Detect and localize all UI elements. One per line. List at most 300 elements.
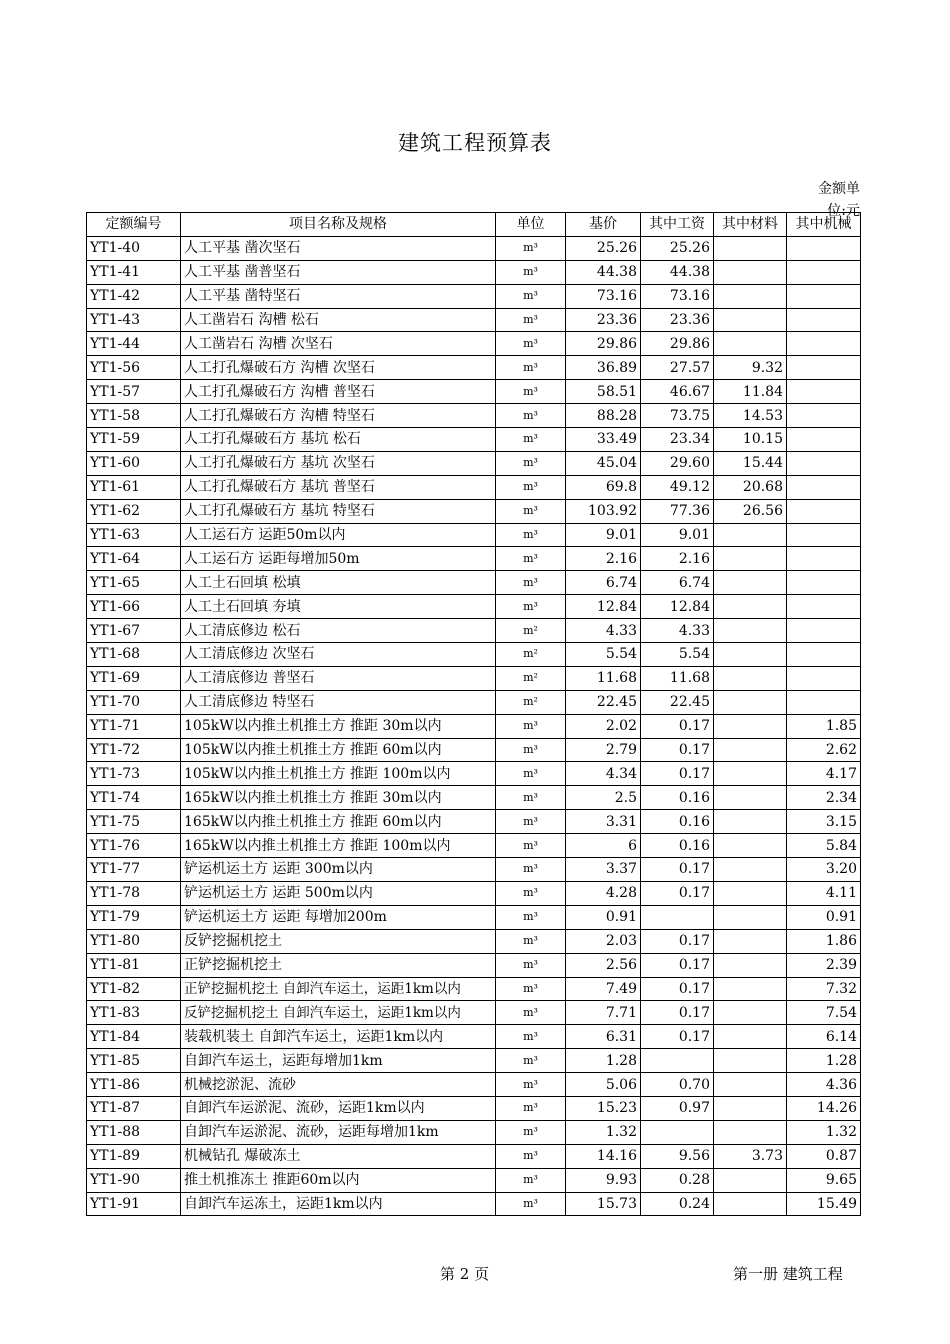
row-unit-cell: m³ (496, 1120, 566, 1144)
row-machine-cell (787, 356, 861, 380)
row-unit-cell: m³ (496, 929, 566, 953)
row-material-cell: 20.68 (714, 475, 787, 499)
column-header-wage: 其中工资 (641, 213, 714, 237)
row-name-cell: 人工打孔爆破石方 基坑 普坚石 (181, 475, 496, 499)
table-row (87, 260, 861, 284)
row-material-cell (714, 284, 787, 308)
row-base-price-cell: 11.68 (566, 666, 641, 690)
row-wage-cell: 0.16 (641, 810, 714, 834)
column-header-unit: 单位 (496, 213, 566, 237)
row-unit-cell: m³ (496, 1192, 566, 1216)
row-material-cell (714, 643, 787, 667)
row-name-cell: 人工凿岩石 沟槽 松石 (181, 308, 496, 332)
row-machine-cell: 1.85 (787, 714, 861, 738)
row-base-price-cell: 45.04 (566, 451, 641, 475)
row-name-cell: 反铲挖掘机挖土 自卸汽车运土，运距1km以内 (181, 1001, 496, 1025)
row-machine-cell: 6.14 (787, 1025, 861, 1049)
row-wage-cell: 0.16 (641, 786, 714, 810)
row-name-cell: 人工平基 凿普坚石 (181, 260, 496, 284)
row-code-cell: YT1-79 (87, 905, 181, 929)
row-wage-cell: 9.56 (641, 1144, 714, 1168)
row-name-cell: 正铲挖掘机挖土 自卸汽车运土，运距1km以内 (181, 977, 496, 1001)
row-base-price-cell: 5.06 (566, 1073, 641, 1097)
row-material-cell (714, 547, 787, 571)
row-unit-cell: m³ (496, 404, 566, 428)
row-code-cell: YT1-73 (87, 762, 181, 786)
row-base-price-cell: 5.54 (566, 643, 641, 667)
row-wage-cell: 0.17 (641, 953, 714, 977)
row-code-cell: YT1-85 (87, 1049, 181, 1073)
row-material-cell (714, 929, 787, 953)
row-name-cell: 人工土石回填 夯填 (181, 595, 496, 619)
row-unit-cell: m³ (496, 284, 566, 308)
table-row (87, 714, 861, 738)
row-machine-cell (787, 428, 861, 452)
row-unit-cell: m³ (496, 714, 566, 738)
row-wage-cell: 5.54 (641, 643, 714, 667)
row-wage-cell: 0.17 (641, 1001, 714, 1025)
table-row (87, 523, 861, 547)
row-machine-cell: 2.62 (787, 738, 861, 762)
column-header-name: 项目名称及规格 (181, 213, 496, 237)
row-name-cell: 机械挖淤泥、流砂 (181, 1073, 496, 1097)
table-row (87, 810, 861, 834)
row-wage-cell: 49.12 (641, 475, 714, 499)
table-row (87, 762, 861, 786)
table-row (87, 404, 861, 428)
row-code-cell: YT1-44 (87, 332, 181, 356)
row-unit-cell: m³ (496, 1049, 566, 1073)
row-name-cell: 165kW以内推土机推土方 推距 30m以内 (181, 786, 496, 810)
row-name-cell: 人工平基 凿次坚石 (181, 236, 496, 260)
row-machine-cell (787, 380, 861, 404)
row-wage-cell: 0.17 (641, 738, 714, 762)
row-code-cell: YT1-75 (87, 810, 181, 834)
row-code-cell: YT1-72 (87, 738, 181, 762)
row-machine-cell: 4.36 (787, 1073, 861, 1097)
row-wage-cell: 0.17 (641, 714, 714, 738)
row-code-cell: YT1-70 (87, 690, 181, 714)
row-machine-cell: 4.17 (787, 762, 861, 786)
row-unit-cell: m³ (496, 475, 566, 499)
row-machine-cell (787, 690, 861, 714)
row-unit-cell: m³ (496, 1168, 566, 1192)
row-code-cell: YT1-74 (87, 786, 181, 810)
row-material-cell (714, 523, 787, 547)
row-name-cell: 105kW以内推土机推土方 推距 30m以内 (181, 714, 496, 738)
row-wage-cell: 73.75 (641, 404, 714, 428)
row-name-cell: 铲运机运土方 运距 300m以内 (181, 858, 496, 882)
row-wage-cell: 0.97 (641, 1096, 714, 1120)
row-base-price-cell: 7.71 (566, 1001, 641, 1025)
row-machine-cell (787, 332, 861, 356)
row-unit-cell: m² (496, 619, 566, 643)
row-unit-cell: m³ (496, 810, 566, 834)
row-machine-cell: 1.28 (787, 1049, 861, 1073)
row-base-price-cell: 2.79 (566, 738, 641, 762)
row-wage-cell: 11.68 (641, 666, 714, 690)
row-name-cell: 正铲挖掘机挖土 (181, 953, 496, 977)
row-unit-cell: m³ (496, 1025, 566, 1049)
table-row (87, 475, 861, 499)
row-material-cell (714, 738, 787, 762)
row-base-price-cell: 103.92 (566, 499, 641, 523)
row-machine-cell (787, 260, 861, 284)
row-unit-cell: m³ (496, 1096, 566, 1120)
row-machine-cell (787, 475, 861, 499)
row-base-price-cell: 58.51 (566, 380, 641, 404)
row-name-cell: 人工打孔爆破石方 沟槽 普坚石 (181, 380, 496, 404)
row-wage-cell: 6.74 (641, 571, 714, 595)
budget-table (86, 212, 861, 1216)
row-code-cell: YT1-80 (87, 929, 181, 953)
row-wage-cell (641, 1049, 714, 1073)
row-unit-cell: m³ (496, 428, 566, 452)
row-unit-cell: m² (496, 690, 566, 714)
row-machine-cell: 0.91 (787, 905, 861, 929)
row-machine-cell: 2.39 (787, 953, 861, 977)
row-code-cell: YT1-87 (87, 1096, 181, 1120)
row-wage-cell: 4.33 (641, 619, 714, 643)
row-material-cell (714, 762, 787, 786)
row-machine-cell (787, 499, 861, 523)
row-material-cell (714, 905, 787, 929)
row-base-price-cell: 2.16 (566, 547, 641, 571)
row-material-cell (714, 690, 787, 714)
row-code-cell: YT1-43 (87, 308, 181, 332)
row-machine-cell (787, 284, 861, 308)
row-base-price-cell: 6.74 (566, 571, 641, 595)
table-row (87, 1096, 861, 1120)
row-code-cell: YT1-90 (87, 1168, 181, 1192)
row-unit-cell: m³ (496, 953, 566, 977)
row-name-cell: 人工土石回填 松填 (181, 571, 496, 595)
row-material-cell (714, 1025, 787, 1049)
row-machine-cell: 15.49 (787, 1192, 861, 1216)
row-code-cell: YT1-60 (87, 451, 181, 475)
row-base-price-cell: 23.36 (566, 308, 641, 332)
row-unit-cell: m³ (496, 308, 566, 332)
row-base-price-cell: 36.89 (566, 356, 641, 380)
row-name-cell: 人工打孔爆破石方 沟槽 次坚石 (181, 356, 496, 380)
table-row (87, 905, 861, 929)
row-name-cell: 人工凿岩石 沟槽 次坚石 (181, 332, 496, 356)
row-machine-cell: 9.65 (787, 1168, 861, 1192)
row-name-cell: 人工打孔爆破石方 基坑 松石 (181, 428, 496, 452)
row-name-cell: 人工清底修边 普坚石 (181, 666, 496, 690)
column-header-material: 其中材料 (714, 213, 787, 237)
row-base-price-cell: 15.73 (566, 1192, 641, 1216)
row-name-cell: 105kW以内推土机推土方 推距 100m以内 (181, 762, 496, 786)
row-base-price-cell: 1.28 (566, 1049, 641, 1073)
row-code-cell: YT1-78 (87, 881, 181, 905)
row-base-price-cell: 25.26 (566, 236, 641, 260)
row-material-cell (714, 260, 787, 284)
row-material-cell (714, 834, 787, 858)
table-row (87, 451, 861, 475)
row-unit-cell: m³ (496, 858, 566, 882)
row-name-cell: 人工清底修边 松石 (181, 619, 496, 643)
row-base-price-cell: 6 (566, 834, 641, 858)
row-material-cell (714, 858, 787, 882)
table-row (87, 1192, 861, 1216)
row-material-cell (714, 977, 787, 1001)
table-row (87, 595, 861, 619)
row-unit-cell: m³ (496, 905, 566, 929)
row-base-price-cell: 88.28 (566, 404, 641, 428)
row-base-price-cell: 2.56 (566, 953, 641, 977)
row-material-cell: 14.53 (714, 404, 787, 428)
table-row (87, 929, 861, 953)
row-material-cell: 9.32 (714, 356, 787, 380)
row-material-cell (714, 1168, 787, 1192)
row-name-cell: 装载机装土 自卸汽车运土，运距1km以内 (181, 1025, 496, 1049)
row-base-price-cell: 29.86 (566, 332, 641, 356)
table-row (87, 834, 861, 858)
row-code-cell: YT1-65 (87, 571, 181, 595)
page-number: 第 2 页 (440, 1265, 490, 1283)
row-name-cell: 人工打孔爆破石方 基坑 特坚石 (181, 499, 496, 523)
row-name-cell: 165kW以内推土机推土方 推距 100m以内 (181, 834, 496, 858)
row-machine-cell (787, 619, 861, 643)
row-code-cell: YT1-66 (87, 595, 181, 619)
row-machine-cell (787, 308, 861, 332)
row-base-price-cell: 7.49 (566, 977, 641, 1001)
row-wage-cell: 23.36 (641, 308, 714, 332)
table-row (87, 881, 861, 905)
row-machine-cell: 7.32 (787, 977, 861, 1001)
row-machine-cell (787, 236, 861, 260)
table-row (87, 643, 861, 667)
row-machine-cell (787, 451, 861, 475)
row-name-cell: 自卸汽车运淤泥、流砂，运距每增加1km (181, 1120, 496, 1144)
row-wage-cell: 29.60 (641, 451, 714, 475)
table-row (87, 1073, 861, 1097)
column-header-base-price: 基价 (566, 213, 641, 237)
row-unit-cell: m³ (496, 762, 566, 786)
row-machine-cell: 5.84 (787, 834, 861, 858)
row-wage-cell: 27.57 (641, 356, 714, 380)
row-wage-cell: 12.84 (641, 595, 714, 619)
table-row (87, 953, 861, 977)
row-code-cell: YT1-81 (87, 953, 181, 977)
table-row (87, 977, 861, 1001)
row-code-cell: YT1-88 (87, 1120, 181, 1144)
row-name-cell: 铲运机运土方 运距 500m以内 (181, 881, 496, 905)
row-unit-cell: m³ (496, 451, 566, 475)
row-unit-cell: m³ (496, 1073, 566, 1097)
row-material-cell (714, 1001, 787, 1025)
row-material-cell (714, 810, 787, 834)
row-base-price-cell: 9.93 (566, 1168, 641, 1192)
row-machine-cell: 1.86 (787, 929, 861, 953)
row-machine-cell (787, 571, 861, 595)
row-base-price-cell: 0.91 (566, 905, 641, 929)
currency-unit-note: 金额单位:元 (818, 181, 860, 219)
row-unit-cell: m³ (496, 881, 566, 905)
row-material-cell: 11.84 (714, 380, 787, 404)
row-base-price-cell: 22.45 (566, 690, 641, 714)
table-row (87, 499, 861, 523)
row-material-cell (714, 619, 787, 643)
table-row (87, 547, 861, 571)
row-machine-cell (787, 595, 861, 619)
row-wage-cell: 0.17 (641, 1025, 714, 1049)
row-name-cell: 推土机推冻土 推距60m以内 (181, 1168, 496, 1192)
row-wage-cell: 73.16 (641, 284, 714, 308)
row-base-price-cell: 1.32 (566, 1120, 641, 1144)
row-name-cell: 自卸汽车运土，运距每增加1km (181, 1049, 496, 1073)
row-name-cell: 人工运石方 运距每增加50m (181, 547, 496, 571)
row-name-cell: 人工清底修边 特坚石 (181, 690, 496, 714)
row-machine-cell (787, 643, 861, 667)
row-unit-cell: m³ (496, 547, 566, 571)
row-material-cell (714, 332, 787, 356)
row-wage-cell (641, 1120, 714, 1144)
row-material-cell (714, 1120, 787, 1144)
row-code-cell: YT1-76 (87, 834, 181, 858)
table-row (87, 1120, 861, 1144)
row-unit-cell: m³ (496, 380, 566, 404)
row-base-price-cell: 6.31 (566, 1025, 641, 1049)
row-machine-cell: 3.15 (787, 810, 861, 834)
row-wage-cell: 2.16 (641, 547, 714, 571)
row-code-cell: YT1-56 (87, 356, 181, 380)
row-code-cell: YT1-42 (87, 284, 181, 308)
row-base-price-cell: 2.03 (566, 929, 641, 953)
row-wage-cell: 0.16 (641, 834, 714, 858)
row-code-cell: YT1-84 (87, 1025, 181, 1049)
row-base-price-cell: 4.33 (566, 619, 641, 643)
row-code-cell: YT1-86 (87, 1073, 181, 1097)
row-wage-cell: 0.17 (641, 881, 714, 905)
row-base-price-cell: 4.34 (566, 762, 641, 786)
table-row (87, 332, 861, 356)
row-wage-cell: 25.26 (641, 236, 714, 260)
row-code-cell: YT1-69 (87, 666, 181, 690)
row-name-cell: 人工清底修边 次坚石 (181, 643, 496, 667)
row-unit-cell: m³ (496, 332, 566, 356)
row-base-price-cell: 4.28 (566, 881, 641, 905)
row-machine-cell: 14.26 (787, 1096, 861, 1120)
row-wage-cell: 0.24 (641, 1192, 714, 1216)
row-material-cell (714, 236, 787, 260)
row-unit-cell: m³ (496, 260, 566, 284)
table-row (87, 308, 861, 332)
column-header-code: 定额编号 (87, 213, 181, 237)
row-base-price-cell: 12.84 (566, 595, 641, 619)
row-base-price-cell: 73.16 (566, 284, 641, 308)
row-unit-cell: m³ (496, 595, 566, 619)
row-wage-cell: 0.17 (641, 929, 714, 953)
row-code-cell: YT1-83 (87, 1001, 181, 1025)
row-machine-cell (787, 547, 861, 571)
row-material-cell (714, 1192, 787, 1216)
row-material-cell (714, 1096, 787, 1120)
row-wage-cell: 0.28 (641, 1168, 714, 1192)
row-unit-cell: m³ (496, 786, 566, 810)
row-code-cell: YT1-58 (87, 404, 181, 428)
row-name-cell: 人工平基 凿特坚石 (181, 284, 496, 308)
row-machine-cell (787, 523, 861, 547)
row-base-price-cell: 2.5 (566, 786, 641, 810)
row-unit-cell: m³ (496, 738, 566, 762)
row-base-price-cell: 2.02 (566, 714, 641, 738)
row-material-cell (714, 786, 787, 810)
row-machine-cell (787, 666, 861, 690)
row-code-cell: YT1-62 (87, 499, 181, 523)
row-unit-cell: m³ (496, 356, 566, 380)
row-code-cell: YT1-59 (87, 428, 181, 452)
row-code-cell: YT1-63 (87, 523, 181, 547)
row-wage-cell: 0.70 (641, 1073, 714, 1097)
row-wage-cell: 0.17 (641, 977, 714, 1001)
row-unit-cell: m³ (496, 977, 566, 1001)
row-material-cell: 3.73 (714, 1144, 787, 1168)
row-code-cell: YT1-64 (87, 547, 181, 571)
row-material-cell: 10.15 (714, 428, 787, 452)
row-base-price-cell: 14.16 (566, 1144, 641, 1168)
table-row (87, 1025, 861, 1049)
row-material-cell (714, 953, 787, 977)
row-name-cell: 自卸汽车运淤泥、流砂，运距1km以内 (181, 1096, 496, 1120)
row-wage-cell: 0.17 (641, 858, 714, 882)
row-name-cell: 反铲挖掘机挖土 (181, 929, 496, 953)
row-material-cell (714, 666, 787, 690)
row-material-cell (714, 571, 787, 595)
table-row (87, 380, 861, 404)
row-name-cell: 人工运石方 运距50m以内 (181, 523, 496, 547)
table-row (87, 619, 861, 643)
row-unit-cell: m² (496, 666, 566, 690)
row-unit-cell: m² (496, 643, 566, 667)
row-material-cell (714, 714, 787, 738)
row-base-price-cell: 15.23 (566, 1096, 641, 1120)
row-material-cell (714, 595, 787, 619)
table-row (87, 738, 861, 762)
table-row (87, 236, 861, 260)
row-unit-cell: m³ (496, 1144, 566, 1168)
table-body (87, 236, 861, 1216)
table-row (87, 690, 861, 714)
row-machine-cell (787, 404, 861, 428)
row-code-cell: YT1-68 (87, 643, 181, 667)
row-code-cell: YT1-82 (87, 977, 181, 1001)
row-machine-cell: 7.54 (787, 1001, 861, 1025)
row-unit-cell: m³ (496, 1001, 566, 1025)
row-wage-cell: 9.01 (641, 523, 714, 547)
row-wage-cell: 77.36 (641, 499, 714, 523)
row-base-price-cell: 3.31 (566, 810, 641, 834)
row-material-cell: 15.44 (714, 451, 787, 475)
row-material-cell (714, 881, 787, 905)
row-base-price-cell: 33.49 (566, 428, 641, 452)
column-header-machine: 其中机械 (787, 213, 861, 237)
row-machine-cell: 4.11 (787, 881, 861, 905)
row-machine-cell: 1.32 (787, 1120, 861, 1144)
row-code-cell: YT1-41 (87, 260, 181, 284)
row-machine-cell: 2.34 (787, 786, 861, 810)
row-name-cell: 机械钻孔 爆破冻土 (181, 1144, 496, 1168)
row-base-price-cell: 3.37 (566, 858, 641, 882)
row-unit-cell: m³ (496, 834, 566, 858)
row-name-cell: 人工打孔爆破石方 基坑 次坚石 (181, 451, 496, 475)
table-header-row (87, 213, 861, 237)
row-name-cell: 165kW以内推土机推土方 推距 60m以内 (181, 810, 496, 834)
row-machine-cell: 0.87 (787, 1144, 861, 1168)
table-row (87, 571, 861, 595)
row-wage-cell: 0.17 (641, 762, 714, 786)
